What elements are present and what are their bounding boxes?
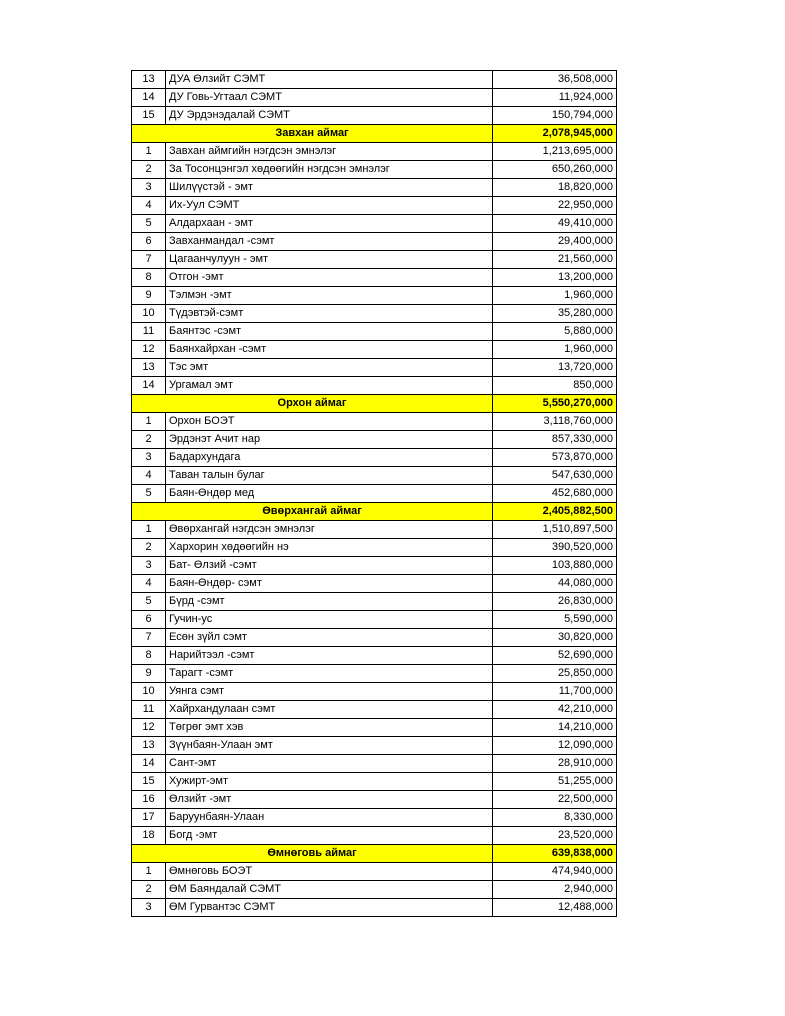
- group-name-cell: Өмнөговь аймаг: [132, 845, 493, 863]
- row-number-cell: 11: [132, 701, 166, 719]
- table-row: [132, 863, 617, 881]
- amount-cell: 22,950,000: [493, 197, 617, 215]
- facility-name-cell: ӨМ Баяндалай СЭМТ: [166, 881, 493, 899]
- table-row: [132, 521, 617, 539]
- row-number-cell: 15: [132, 107, 166, 125]
- row-number-cell: 9: [132, 287, 166, 305]
- row-number-cell: 13: [132, 71, 166, 89]
- facility-name-cell: Сант-эмт: [166, 755, 493, 773]
- row-number-cell: 1: [132, 521, 166, 539]
- facility-name-cell: Зүүнбаян-Улаан эмт: [166, 737, 493, 755]
- table-row: [132, 629, 617, 647]
- amount-cell: 5,880,000: [493, 323, 617, 341]
- row-number-cell: 2: [132, 881, 166, 899]
- table-row: [132, 179, 617, 197]
- row-number-cell: 14: [132, 89, 166, 107]
- amount-cell: 14,210,000: [493, 719, 617, 737]
- row-number-cell: 3: [132, 899, 166, 917]
- amount-cell: 1,510,897,500: [493, 521, 617, 539]
- facility-name-cell: Баян-Өндөр- сэмт: [166, 575, 493, 593]
- row-number-cell: 5: [132, 593, 166, 611]
- facility-name-cell: Ургамал эмт: [166, 377, 493, 395]
- amount-cell: 18,820,000: [493, 179, 617, 197]
- row-number-cell: 8: [132, 647, 166, 665]
- table-row: [132, 413, 617, 431]
- amount-cell: 49,410,000: [493, 215, 617, 233]
- row-number-cell: 10: [132, 683, 166, 701]
- row-number-cell: 4: [132, 575, 166, 593]
- table-row: [132, 233, 617, 251]
- amount-cell: 8,330,000: [493, 809, 617, 827]
- amount-cell: 12,488,000: [493, 899, 617, 917]
- facility-name-cell: Шилүүстэй - эмт: [166, 179, 493, 197]
- table-row: [132, 881, 617, 899]
- facility-name-cell: Эрдэнэт Ачит нар: [166, 431, 493, 449]
- facility-name-cell: Өлзийт -эмт: [166, 791, 493, 809]
- amount-cell: 52,690,000: [493, 647, 617, 665]
- group-name-cell: Өвөрхангай аймаг: [132, 503, 493, 521]
- table-row: [132, 755, 617, 773]
- table-row: [132, 701, 617, 719]
- facility-name-cell: Өвөрхангай нэгдсэн эмнэлэг: [166, 521, 493, 539]
- facility-name-cell: Баруунбаян-Улаан: [166, 809, 493, 827]
- facility-name-cell: Алдархаан - эмт: [166, 215, 493, 233]
- table-row: [132, 71, 617, 89]
- row-number-cell: 13: [132, 359, 166, 377]
- amount-cell: 13,200,000: [493, 269, 617, 287]
- facility-name-cell: Гучин-ус: [166, 611, 493, 629]
- amount-cell: 22,500,000: [493, 791, 617, 809]
- table-row: [132, 449, 617, 467]
- group-total-cell: 5,550,270,000: [493, 395, 617, 413]
- row-number-cell: 6: [132, 233, 166, 251]
- amount-cell: 150,794,000: [493, 107, 617, 125]
- spreadsheet-table: [131, 70, 617, 917]
- row-number-cell: 18: [132, 827, 166, 845]
- table-row: [132, 377, 617, 395]
- group-header-row: [132, 125, 617, 143]
- amount-cell: 452,680,000: [493, 485, 617, 503]
- amount-cell: 3,118,760,000: [493, 413, 617, 431]
- amount-cell: 5,590,000: [493, 611, 617, 629]
- table-row: [132, 809, 617, 827]
- facility-name-cell: Завхан аймгийн нэгдсэн эмнэлэг: [166, 143, 493, 161]
- amount-cell: 30,820,000: [493, 629, 617, 647]
- facility-name-cell: Төгрөг эмт хэв: [166, 719, 493, 737]
- group-header-row: [132, 503, 617, 521]
- amount-cell: 11,700,000: [493, 683, 617, 701]
- group-total-cell: 2,405,882,500: [493, 503, 617, 521]
- table-row: [132, 89, 617, 107]
- row-number-cell: 15: [132, 773, 166, 791]
- amount-cell: 51,255,000: [493, 773, 617, 791]
- group-header-row: [132, 845, 617, 863]
- spreadsheet-body: [132, 71, 617, 917]
- amount-cell: 857,330,000: [493, 431, 617, 449]
- group-total-cell: 2,078,945,000: [493, 125, 617, 143]
- table-row: [132, 359, 617, 377]
- amount-cell: 1,960,000: [493, 287, 617, 305]
- facility-name-cell: Баянтэс -сэмт: [166, 323, 493, 341]
- amount-cell: 1,213,695,000: [493, 143, 617, 161]
- group-header-row: [132, 395, 617, 413]
- facility-name-cell: Богд -эмт: [166, 827, 493, 845]
- amount-cell: 23,520,000: [493, 827, 617, 845]
- table-row: [132, 791, 617, 809]
- table-row: [132, 323, 617, 341]
- table-row: [132, 431, 617, 449]
- row-number-cell: 1: [132, 863, 166, 881]
- row-number-cell: 2: [132, 431, 166, 449]
- amount-cell: 474,940,000: [493, 863, 617, 881]
- table-row: [132, 773, 617, 791]
- row-number-cell: 3: [132, 557, 166, 575]
- table-row: [132, 287, 617, 305]
- facility-name-cell: Бүрд -сэмт: [166, 593, 493, 611]
- facility-name-cell: ДУ Эрдэнэдалай СЭМТ: [166, 107, 493, 125]
- table-row: [132, 269, 617, 287]
- row-number-cell: 16: [132, 791, 166, 809]
- table-row: [132, 215, 617, 233]
- row-number-cell: 2: [132, 539, 166, 557]
- row-number-cell: 5: [132, 215, 166, 233]
- table-row: [132, 143, 617, 161]
- table-row: [132, 611, 617, 629]
- amount-cell: 390,520,000: [493, 539, 617, 557]
- amount-cell: 44,080,000: [493, 575, 617, 593]
- facility-name-cell: ДУА Өлзийт СЭМТ: [166, 71, 493, 89]
- row-number-cell: 12: [132, 341, 166, 359]
- facility-name-cell: Түдэвтэй-сэмт: [166, 305, 493, 323]
- facility-name-cell: Хужирт-эмт: [166, 773, 493, 791]
- amount-cell: 2,940,000: [493, 881, 617, 899]
- group-name-cell: Завхан аймаг: [132, 125, 493, 143]
- group-total-cell: 639,838,000: [493, 845, 617, 863]
- amount-cell: 21,560,000: [493, 251, 617, 269]
- facility-name-cell: Хайрхандулаан сэмт: [166, 701, 493, 719]
- facility-name-cell: Бат- Өлзий -сэмт: [166, 557, 493, 575]
- row-number-cell: 4: [132, 197, 166, 215]
- facility-name-cell: Тэлмэн -эмт: [166, 287, 493, 305]
- row-number-cell: 7: [132, 629, 166, 647]
- facility-name-cell: Есөн зүйл сэмт: [166, 629, 493, 647]
- row-number-cell: 11: [132, 323, 166, 341]
- table-row: [132, 827, 617, 845]
- table-row: [132, 737, 617, 755]
- facility-name-cell: Уянга сэмт: [166, 683, 493, 701]
- amount-cell: 35,280,000: [493, 305, 617, 323]
- amount-cell: 1,960,000: [493, 341, 617, 359]
- facility-name-cell: За Тосонцэнгэл хөдөөгийн нэгдсэн эмнэлэг: [166, 161, 493, 179]
- row-number-cell: 4: [132, 467, 166, 485]
- row-number-cell: 1: [132, 413, 166, 431]
- table-row: [132, 467, 617, 485]
- row-number-cell: 3: [132, 179, 166, 197]
- facility-name-cell: Тэс эмт: [166, 359, 493, 377]
- amount-cell: 650,260,000: [493, 161, 617, 179]
- table-row: [132, 593, 617, 611]
- table-row: [132, 557, 617, 575]
- facility-name-cell: Таван талын булаг: [166, 467, 493, 485]
- amount-cell: 25,850,000: [493, 665, 617, 683]
- facility-name-cell: Завханмандал -сэмт: [166, 233, 493, 251]
- amount-cell: 547,630,000: [493, 467, 617, 485]
- row-number-cell: 10: [132, 305, 166, 323]
- facility-name-cell: Баян-Өндөр мед: [166, 485, 493, 503]
- amount-cell: 103,880,000: [493, 557, 617, 575]
- row-number-cell: 14: [132, 755, 166, 773]
- table-row: [132, 899, 617, 917]
- row-number-cell: 3: [132, 449, 166, 467]
- row-number-cell: 5: [132, 485, 166, 503]
- facility-name-cell: Баянхайрхан -сэмт: [166, 341, 493, 359]
- amount-cell: 28,910,000: [493, 755, 617, 773]
- facility-name-cell: Их-Уул СЭМТ: [166, 197, 493, 215]
- table-row: [132, 683, 617, 701]
- row-number-cell: 14: [132, 377, 166, 395]
- amount-cell: 26,830,000: [493, 593, 617, 611]
- amount-cell: 36,508,000: [493, 71, 617, 89]
- facility-name-cell: Нарийтээл -сэмт: [166, 647, 493, 665]
- table-row: [132, 197, 617, 215]
- facility-name-cell: Орхон БОЭТ: [166, 413, 493, 431]
- facility-name-cell: Бадархундага: [166, 449, 493, 467]
- amount-cell: 29,400,000: [493, 233, 617, 251]
- table-row: [132, 647, 617, 665]
- table-row: [132, 665, 617, 683]
- row-number-cell: 7: [132, 251, 166, 269]
- amount-cell: 850,000: [493, 377, 617, 395]
- row-number-cell: 1: [132, 143, 166, 161]
- table-row: [132, 161, 617, 179]
- table-row: [132, 485, 617, 503]
- amount-cell: 42,210,000: [493, 701, 617, 719]
- row-number-cell: 13: [132, 737, 166, 755]
- group-name-cell: Орхон аймаг: [132, 395, 493, 413]
- facility-name-cell: Цагаанчулуун - эмт: [166, 251, 493, 269]
- row-number-cell: 2: [132, 161, 166, 179]
- table-row: [132, 719, 617, 737]
- facility-name-cell: Отгон -эмт: [166, 269, 493, 287]
- amount-cell: 573,870,000: [493, 449, 617, 467]
- facility-name-cell: Хархорин хөдөөгийн нэ: [166, 539, 493, 557]
- row-number-cell: 9: [132, 665, 166, 683]
- table-row: [132, 107, 617, 125]
- facility-name-cell: Өмнөговь БОЭТ: [166, 863, 493, 881]
- amount-cell: 13,720,000: [493, 359, 617, 377]
- table-row: [132, 539, 617, 557]
- facility-name-cell: ДУ Говь-Угтаал СЭМТ: [166, 89, 493, 107]
- facility-name-cell: Тарагт -сэмт: [166, 665, 493, 683]
- table-row: [132, 305, 617, 323]
- facility-name-cell: ӨМ Гурвантэс СЭМТ: [166, 899, 493, 917]
- amount-cell: 11,924,000: [493, 89, 617, 107]
- table-row: [132, 251, 617, 269]
- row-number-cell: 6: [132, 611, 166, 629]
- row-number-cell: 12: [132, 719, 166, 737]
- amount-cell: 12,090,000: [493, 737, 617, 755]
- row-number-cell: 8: [132, 269, 166, 287]
- table-row: [132, 575, 617, 593]
- row-number-cell: 17: [132, 809, 166, 827]
- table-row: [132, 341, 617, 359]
